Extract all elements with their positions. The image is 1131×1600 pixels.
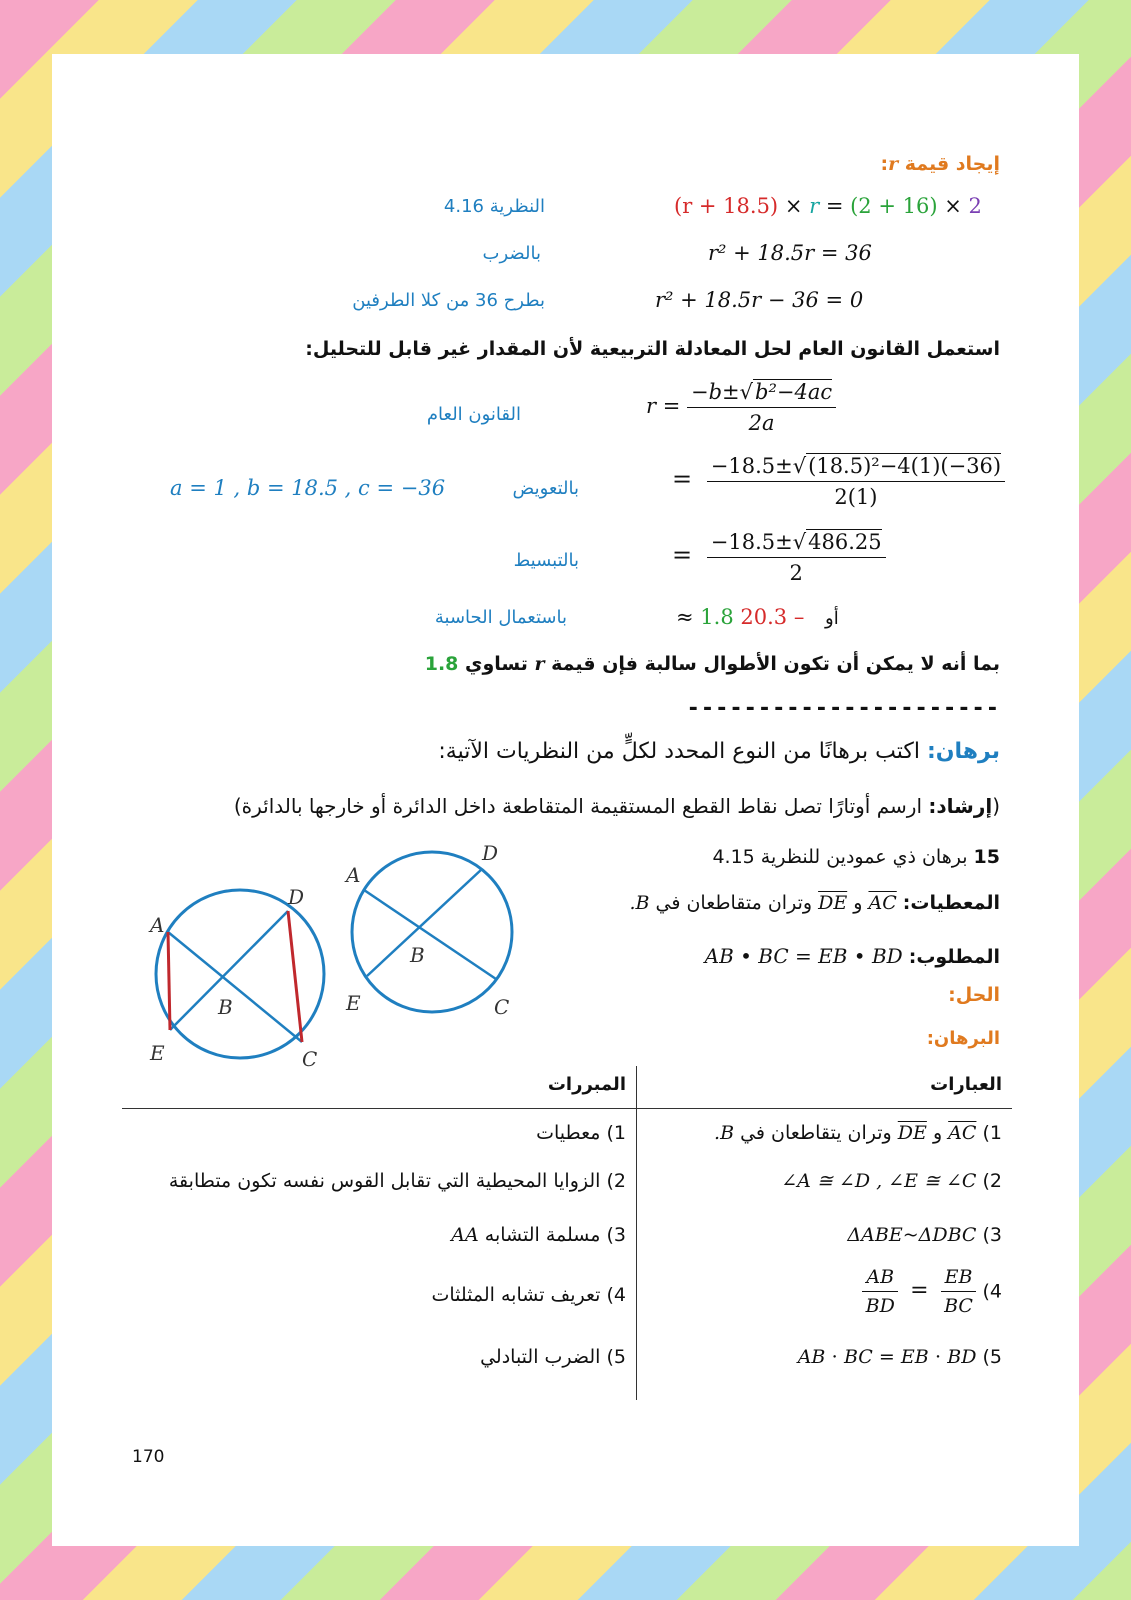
row-number: 4): [982, 1280, 1002, 1303]
left-label-E: E: [150, 1041, 165, 1065]
left-label-A: A: [150, 913, 165, 937]
right-chord-AC: [364, 890, 496, 979]
simplify-fraction: [707, 530, 886, 585]
table-row-reason: [431, 1284, 626, 1306]
formula-num: −b±√: [691, 380, 754, 404]
heading-colon: :: [880, 153, 889, 175]
col-statements-header: العبارات: [930, 1074, 1002, 1095]
conclusion-text: بما أنه لا يمكن أن تكون الأطوال سالبة فإن قيمة: [551, 653, 1000, 675]
step1-part2: ×: [778, 194, 810, 218]
page: [52, 54, 1079, 1546]
positive-root: 1.8: [700, 605, 734, 629]
row1-and: و: [932, 1122, 943, 1144]
or-word: أو: [825, 608, 839, 629]
problem-text: برهان ذي عمودين للنظرية 4.15: [712, 846, 968, 868]
row-number: 5): [982, 1346, 1002, 1368]
right-label-A: A: [346, 863, 361, 887]
left-chord-AE: [168, 932, 170, 1030]
step3-equation: r² + 18.5r − 36 = 0: [655, 288, 864, 312]
step1-part1: (r + 18.5): [674, 194, 779, 218]
row-number: 1): [982, 1122, 1002, 1144]
step1-part6: ×: [937, 194, 969, 218]
row3-math: ΔABE~ΔDBC: [847, 1224, 977, 1246]
reason-number: 5): [606, 1346, 626, 1368]
row4-frac1-num: AB: [862, 1266, 898, 1292]
right-label-E: E: [346, 991, 361, 1015]
reason-text: معطيات: [536, 1122, 601, 1144]
right-label-D: D: [482, 841, 499, 865]
proof-label: برهان:: [926, 739, 1000, 764]
substitution-equation: [672, 454, 1005, 509]
conclusion-var: r: [534, 653, 545, 675]
subst-radicand: (18.5)²−4(1)(−36): [808, 454, 1002, 478]
row4-frac1-den: BD: [865, 1295, 895, 1317]
reason-text: الضرب التبادلي: [480, 1346, 601, 1368]
reason-number: 3): [606, 1224, 626, 1246]
left-chord-AC: [168, 932, 302, 1042]
reason-math: AA: [451, 1224, 479, 1246]
given-label: المعطيات:: [902, 892, 1000, 914]
step1-part5: (2 + 16): [850, 194, 938, 218]
heading-var: r: [888, 153, 899, 175]
substitution-justification: بالتعويض: [512, 478, 579, 499]
required-label: المطلوب:: [908, 946, 1000, 968]
substitution-values: a = 1 , b = 18.5 , c = −36: [170, 476, 446, 500]
simplify-num: −18.5±√: [710, 530, 807, 554]
simplify-eq: =: [672, 541, 693, 569]
table-row-reason: [480, 1346, 626, 1368]
subst-fraction: [707, 454, 1005, 509]
step1-part7: 2: [968, 194, 982, 218]
calculator-result: [676, 605, 853, 629]
negative-root: – 20.3: [740, 605, 805, 629]
row2-math: ∠A ≅ ∠D , ∠E ≅ ∠C: [781, 1170, 977, 1192]
table-row: [847, 1224, 1002, 1246]
given-seg2: DE: [818, 892, 848, 914]
step1-justification: النظرية 4.16: [443, 196, 545, 217]
reason-text: مسلمة التشابه: [484, 1224, 601, 1246]
required: [705, 944, 1000, 968]
table-row: [781, 1170, 1002, 1192]
table-row: [798, 1346, 1002, 1368]
proof-sublabel: البرهان:: [926, 1028, 1000, 1049]
given-point: B.: [629, 892, 650, 914]
proof-text: اكتب برهانًا من النوع المحدد لكلٍّ من النظريات الآتية:: [438, 739, 920, 764]
proof-table: [122, 1074, 1012, 1408]
given-and: و: [853, 892, 863, 914]
row1-rest: وتران يتقاطعان في: [740, 1122, 892, 1144]
right-label-C: C: [494, 995, 510, 1019]
calculator-justification: باستعمال الحاسبة: [434, 607, 567, 628]
left-circle: [156, 890, 324, 1058]
required-math: AB • BC = EB • BD: [704, 944, 903, 968]
row4-frac2-num: EB: [941, 1266, 977, 1292]
hint: (إرشاد: ارسم أوتارًا تصل نقاط القطع المستقيمة المتقاطعة داخل الدائرة أو خارجها بالدائرة): [233, 794, 1000, 818]
problem-number: 15: [973, 846, 1000, 868]
step3-justification: بطرح 36 من كلا الطرفين: [352, 290, 545, 311]
row4-eq: =: [910, 1277, 929, 1303]
simplify-equation: [672, 530, 886, 585]
formula-den: 2a: [748, 411, 775, 435]
step2-justification: بالضرب: [482, 243, 541, 264]
subst-den: 2(1): [834, 485, 878, 509]
row1-point: B.: [714, 1122, 735, 1144]
row-number: 3): [982, 1224, 1002, 1246]
conclusion-equals: تساوي: [465, 653, 528, 675]
simplify-radicand: 486.25: [808, 530, 882, 554]
table-row: [862, 1266, 1002, 1317]
quadratic-formula: [646, 380, 836, 435]
left-figure: [148, 885, 324, 1071]
table-row-reason: [536, 1122, 626, 1144]
heading-text: إيجاد قيمة: [904, 153, 1000, 175]
formula-fraction: [687, 380, 836, 435]
table-row: [714, 1122, 1002, 1144]
separator: ----------------------: [686, 696, 1000, 721]
subst-num: −18.5±√: [710, 454, 807, 478]
left-label-D: D: [288, 885, 305, 909]
step2-equation: r² + 18.5r = 36: [708, 241, 872, 265]
given-seg1: AC: [868, 892, 897, 914]
given: [629, 892, 1000, 914]
table-horizontal-rule: [122, 1108, 1012, 1109]
col-reasons-header: المبررات: [547, 1074, 626, 1095]
right-label-B: B: [410, 943, 425, 967]
reason-number: 1): [606, 1122, 626, 1144]
table-row-reason: [451, 1224, 626, 1246]
simplify-justification: بالتبسيط: [513, 550, 579, 571]
reason-number: 4): [606, 1284, 626, 1306]
left-label-B: B: [218, 995, 233, 1019]
right-circle: [352, 852, 512, 1012]
row-number: 2): [982, 1170, 1002, 1192]
proof-heading: [438, 739, 1000, 764]
subst-eq: =: [672, 465, 693, 493]
conclusion-value: 1.8: [424, 653, 459, 675]
circle-figures: [132, 834, 572, 1074]
problem-15: [712, 846, 1000, 868]
formula-justification: القانون العام: [426, 404, 521, 425]
find-r-heading: [880, 153, 1000, 175]
step1-equation: [674, 194, 982, 218]
hint-label: إرشاد:: [928, 794, 993, 818]
step1-part3: r: [809, 194, 820, 218]
formula-lhs: r =: [646, 394, 681, 418]
simplify-den: 2: [789, 561, 803, 585]
step1-part4: =: [819, 194, 851, 218]
reason-number: 2): [606, 1170, 626, 1192]
row5-math: AB ⋅ BC = EB ⋅ BD: [797, 1346, 977, 1368]
approx-sign: ≈: [676, 605, 694, 629]
left-label-C: C: [302, 1047, 318, 1071]
formula-radicand: b²−4ac: [755, 380, 833, 404]
row4-math: [862, 1266, 976, 1317]
left-chord-DC: [288, 911, 302, 1042]
given-rest: وتران متقاطعان في: [655, 892, 813, 914]
conclusion: [425, 653, 1000, 675]
row1-seg2: DE: [897, 1122, 927, 1144]
hint-text: ارسم أوتارًا تصل نقاط القطع المستقيمة المتقاطعة داخل الدائرة أو خارجها بالدائرة: [241, 794, 923, 818]
row4-frac2-den: BC: [944, 1295, 973, 1317]
page-number: 170: [132, 1447, 165, 1467]
table-vertical-rule: [636, 1066, 637, 1400]
row1-seg1: AC: [948, 1122, 977, 1144]
solution-label: الحل:: [948, 984, 1000, 1006]
reason-text: تعريف تشابه المثلثات: [431, 1284, 601, 1306]
table-row-reason: [169, 1170, 626, 1192]
right-figure: [344, 841, 512, 1019]
reason-text: الزوايا المحيطية التي تقابل القوس نفسه تكون متطابقة: [168, 1170, 601, 1192]
quadratic-instruction: استعمل القانون العام لحل المعادلة التربيعية لأن المقدار غير قابل للتحليل:: [305, 338, 1000, 360]
